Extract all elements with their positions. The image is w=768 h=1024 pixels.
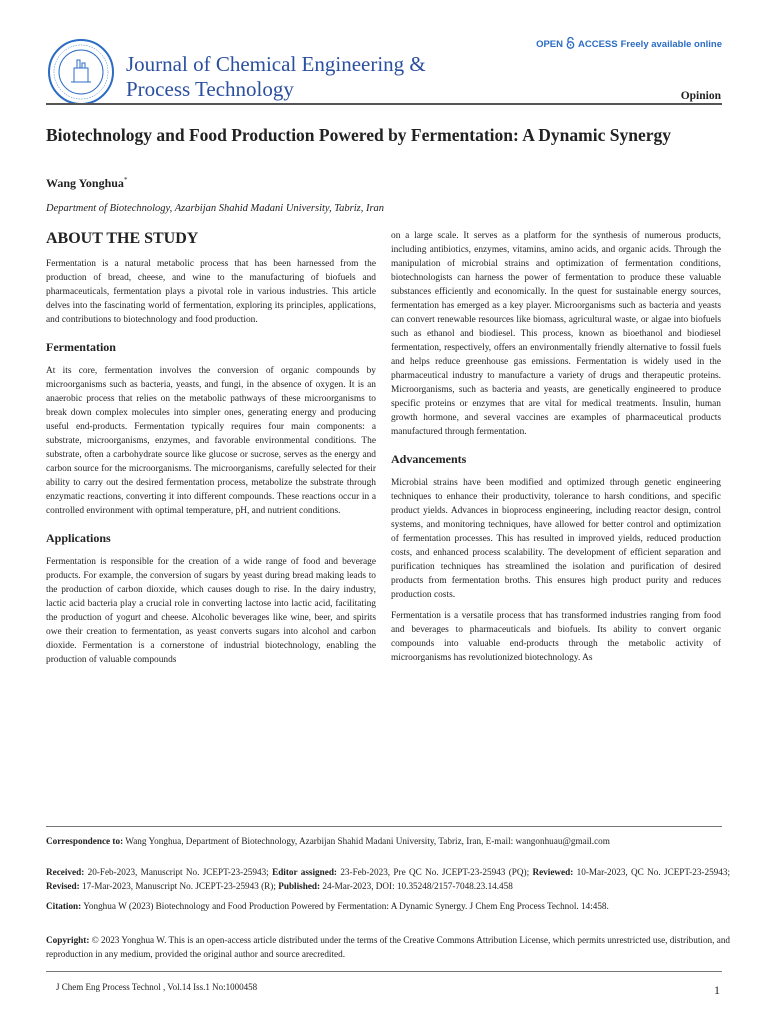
journal-seal-logo: [47, 38, 115, 106]
journal-title: [126, 52, 426, 102]
citation-label: Citation:: [46, 901, 82, 911]
journal-title-line-2: Process Technology: [126, 77, 294, 101]
correspondence-label: Correspondence to:: [46, 836, 124, 846]
section-title: ABOUT THE STUDY: [46, 230, 199, 247]
intro-paragraph: Fermentation is a natural metabolic process that has been harnessed from the production of bread, cheese, and wine to the manufacturing of biofuels and pharmaceuticals, fermentation plays a pivotal role in various industries. This article delves into the fascinating world of fermentation, exploring its principles, applications, and contributions to biotechnology and food production.: [46, 259, 376, 325]
editor-label: Editor assigned:: [272, 867, 337, 877]
open-access-badge: [536, 37, 722, 52]
advancements-heading: Advancements: [391, 452, 467, 466]
reviewed-label: Reviewed:: [532, 867, 574, 877]
revised-label: Revised:: [46, 880, 80, 891]
journal-reference: J Chem Eng Process Technol , Vol.14 Iss.1 No:1000458: [56, 982, 258, 992]
article-title: Biotechnology and Food Production Powered by Fermentation: A Dynamic Synergy: [46, 125, 671, 145]
right-paragraph-1: on a large scale. It serves as a platform for the synthesis of numerous products, including antibiotics, enzymes, vitamins, amino acids, and organic acids. Through the manipulation of microbial strains and optimization of fermentation conditions, biotechnologists can harness the power of fermentation to produce these valuable substances efficiently and economically. In the quest for sustainable energy sources, fermentation has emerged as a key player. Microorganisms such as bacteria and yeasts can convert renewable resources like biomass, agricultural waste, or algae into biofuels such as ethanol and biodiesel. This process, known as bioethanol and biodiesel fermentation, respectively, offers an environmentally friendly alternative to fossil fuels and helps reduce greenhouse gas emissions. Fermentation is widely used in the pharmaceutical industry to manufacture a variety of drugs and therapeutic proteins. Microorganisms, such as bacteria and yeasts, are genetically engineered to produce specific proteins or enzymes that are vital for medical treatments. Insulin, human growth hormone, and several vaccines are examples of pharmaceutical products manufactured through fermentation.: [391, 231, 721, 437]
journal-title-line-1: Journal of Chemical Engineering &: [126, 52, 426, 76]
open-lock-icon: [566, 37, 575, 52]
copyright-note: [46, 934, 730, 961]
article-category: Opinion: [680, 90, 721, 102]
applications-heading: Applications: [46, 531, 111, 545]
author-mark: *: [123, 176, 128, 184]
advancements-paragraph: Microbial strains have been modified and optimized through genetic engineering techniques to enhance their productivity, tolerance to harsh conditions, and specific product yields. Advances in bioprocess engineering, including reactor design, control systems, and monitoring techniques, have allowed for better control and optimization of fermentation processes. This has resulted in improved yields, reduced production costs, and enhanced process scalability. The development of efficient separation and purification techniques has streamlined the isolation and purification of desired products from fermentation broths. This ensures high product purity and reduces production costs.: [391, 478, 721, 600]
fermentation-heading: Fermentation: [46, 340, 116, 354]
page-number: 1: [714, 983, 720, 997]
open-label: OPEN: [536, 39, 564, 50]
reviewed-text: 10-Mar-2023, QC No. JCEPT-23-25943;: [576, 867, 731, 877]
author-text: Wang Yonghua: [46, 176, 124, 190]
revised-text: 17-Mar-2023, Manuscript No. JCEPT-23-25943 (R);: [81, 880, 276, 891]
header-divider: [46, 103, 722, 105]
correspondence-note: [46, 835, 730, 849]
published-label: Published:: [278, 880, 321, 891]
citation-note: [46, 900, 730, 914]
dates-note: [46, 866, 730, 893]
author-name: [46, 176, 127, 191]
citation-text: Yonghua W (2023) Biotechnology and Food Production Powered by Fermentation: A Dynamic Synergy. J Chem Eng Process Technol. 14:458.: [83, 901, 609, 911]
left-column: [46, 229, 376, 674]
received-text: 20-Feb-2023, Manuscript No. JCEPT-23-25943;: [87, 867, 269, 877]
freely-available-label: Freely available online: [620, 39, 722, 50]
received-label: Received:: [46, 867, 85, 877]
right-paragraph-3: Fermentation is a versatile process that has transformed industries ranging from food and beverages to pharmaceuticals and biofuels. Its ability to convert organic compounds into valuable end-products through the metabolic activity of microorganisms has revolutionized biotechnology. As: [391, 611, 721, 663]
fermentation-paragraph: At its core, fermentation involves the conversion of organic compounds by microorganisms such as bacteria, yeasts, and fungi, in the absence of oxygen. It is an anaerobic process that relies on the metabolic pathways of these microorganisms to break down complex molecules into simpler ones, generating energy and producing useful end-products. Fermentation typically requires four main components: a substrate, microorganisms, enzymes, and favorable environmental conditions. The substrate, often a carbohydrate source like glucose or sucrose, serves as the energy and carbon source for the microorganisms. The microorganisms, carefully selected for their ability to carry out the desired fermentation process, metabolize the substrate through enzymatic reactions, converting it into different compounds. These reactions occur in a controlled environment with optimal temperature, pH, and nutrient conditions.: [46, 366, 376, 516]
applications-paragraph: Fermentation is responsible for the creation of a wide range of food and beverage products. For example, the conversion of sugars by yeast during bread making leads to the production of carbon dioxide, which causes dough to rise. In the dairy industry, lactic acid bacteria play a crucial role in converting lactose into lactic acid, facilitating the production of yogurt and cheese. Alcoholic beverages like wine, beer, and spirits owe their creation to fermentation, as yeast converts sugars into alcohol and carbon dioxide. Fermentation is a cornerstone of industrial biotechnology, enabling the production of valuable compounds: [46, 557, 376, 665]
footnote-divider: [46, 826, 722, 827]
access-label: ACCESS: [578, 39, 618, 50]
published-text: 24-Mar-2023, DOI: 10.35248/2157-7048.23.14.458: [322, 880, 513, 891]
footer-divider: [46, 971, 722, 972]
right-column: [391, 229, 721, 672]
copyright-text: © 2023 Yonghua W. This is an open-access article distributed under the terms of the Creative Commons Attribution License, which permits unrestricted use, distribution, and reproduction in any medium, provided the original author and source arecredited.: [46, 935, 731, 959]
author-affiliation: Department of Biotechnology, Azarbijan Shahid Madani University, Tabriz, Iran: [46, 203, 385, 214]
correspondence-text: Wang Yonghua, Department of Biotechnology, Azarbijan Shahid Madani University, Tabriz, Iran, E-mail: wangonhuau@gmail.com: [125, 836, 610, 846]
editor-text: 23-Feb-2023, Pre QC No. JCEPT-23-25943 (PQ);: [340, 867, 530, 877]
copyright-label: Copyright:: [46, 935, 90, 945]
